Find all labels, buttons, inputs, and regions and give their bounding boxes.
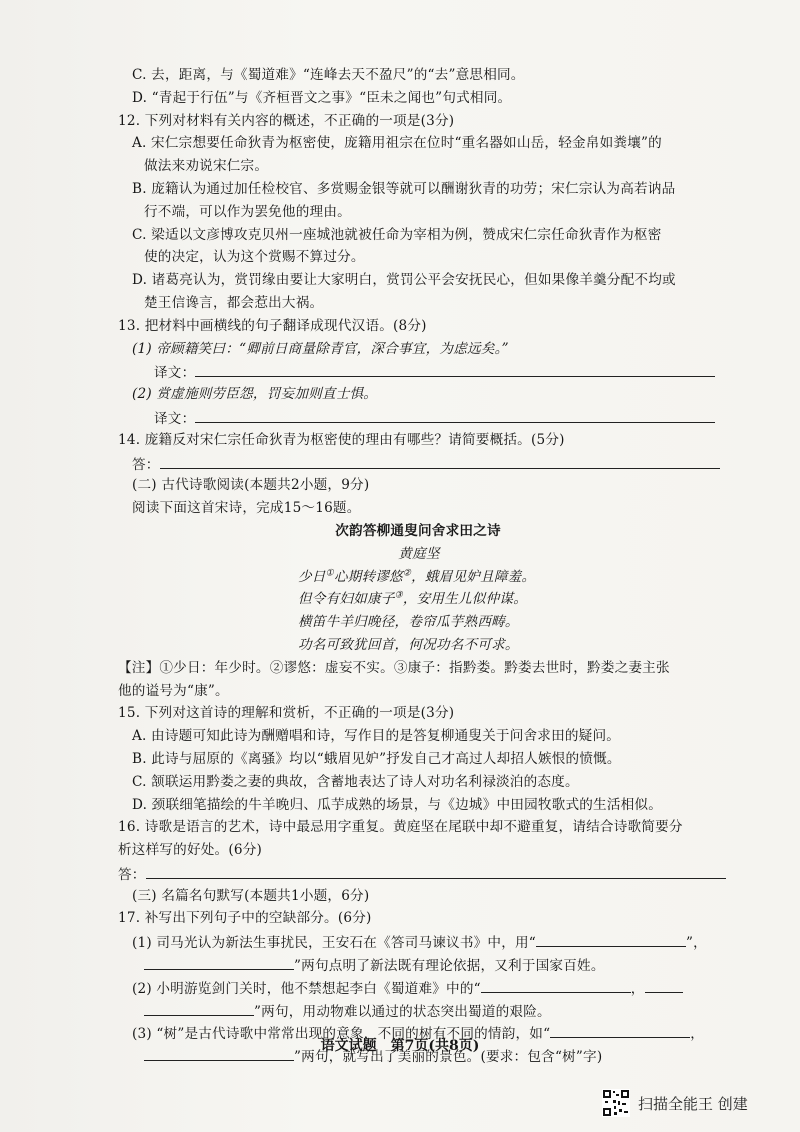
section-3-heading: (三) 名篇名句默写(本题共1小题，6分) [132, 887, 370, 904]
blank[interactable] [536, 930, 686, 947]
q12-option-c-cont: 使的决定，认为这个赏赐不算过分。 [144, 249, 365, 266]
q13-answer-2 [118, 406, 728, 429]
page-content [118, 64, 728, 1067]
blank[interactable] [645, 976, 683, 993]
blank[interactable] [481, 976, 631, 993]
answer-line[interactable] [195, 360, 715, 377]
q17-item-3: (3) “树”是古代诗歌中常常出现的意象，不同的树有不同的情韵，如“ ， [118, 1021, 728, 1044]
blank[interactable] [144, 999, 254, 1016]
answer-label: 答： [132, 456, 160, 473]
poem-notes-cont: 他的谥号为“康”。 [118, 682, 229, 699]
q12-option-b: B. 庞籍认为通过加任检校官、多赏赐金银等就可以酬谢狄青的功劳；宋仁宗认为高若讷品 [132, 180, 676, 197]
q13-sentence-1: (1) 帝顾籍笑曰：“卿前日商量除青官，深合事宜，为虑远矣。” [132, 340, 509, 357]
q13-stem: 13. 把材料中画横线的句子翻译成现代汉语。(8分) [118, 317, 427, 334]
watermark-text: 扫描全能王 创建 [638, 1094, 748, 1113]
q15-stem: 15. 下列对这首诗的理解和赏析，不正确的一项是(3分) [118, 705, 455, 722]
q12-option-a-cont: 做法来劝说宋仁宗。 [144, 158, 269, 175]
q11-option-c: C. 去，距离，与《蜀道难》“连峰去天不盈尺”的“去”意思相同。 [132, 67, 525, 83]
q17-item-1-cont: ”两句点明了新法既有理论依据，又利于国家百姓。 [118, 953, 728, 976]
poem-line-3: 横笛牛羊归晚径，卷帘瓜芋熟西畴。 [298, 614, 519, 631]
poem-line-4: 功名可致犹回首，何况功名不可求。 [298, 636, 519, 653]
q17-item-2: (2) 小明游览剑门关时，他不禁想起李白《蜀道难》中的“ ， [118, 976, 728, 999]
poem-author: 黄庭坚 [398, 545, 440, 562]
q16-stem: 16. 诗歌是语言的艺术，诗中最忌用字重复。黄庭坚在尾联中却不避重复，请结合诗歌简要分 [118, 819, 683, 836]
q17-item-3-cont: ”两句，就写出了美丽的景色。(要求：包含“树”字) [118, 1044, 728, 1067]
poem-line-1: 少日①心期转谬悠②，蛾眉见妒且障羞。 [298, 568, 536, 585]
q11-option-d: D. “青起于行伍”与《齐桓晋文之事》“臣未之闻也”句式相同。 [132, 89, 512, 106]
qr-code-icon [602, 1089, 630, 1117]
q16-stem-cont: 析这样写的好处。(6分) [118, 842, 262, 859]
q12-option-a: A. 宋仁宗想要任命狄青为枢密使，庞籍用祖宗在位时“重名器如山岳，轻金帛如粪壤”的 [132, 135, 662, 152]
q17-stem: 17. 补写出下列句子中的空缺部分。(6分) [118, 910, 372, 927]
answer-label: 译文： [154, 365, 196, 382]
blank[interactable] [144, 953, 294, 970]
poem-body [118, 566, 728, 657]
q15-option-c: C. 颔联运用黔娄之妻的典故，含蓄地表达了诗人对功名利禄淡泊的态度。 [132, 773, 579, 790]
scanner-watermark [602, 1088, 748, 1118]
q16-answer [118, 862, 728, 885]
q17-item-2-cont: ”两句，用动物难以通过的状态突出蜀道的艰险。 [118, 999, 728, 1022]
q14-answer [118, 452, 728, 475]
q12-option-b-cont: 行不端，可以作为罢免他的理由。 [144, 203, 351, 220]
q12-stem: 12. 下列对材料有关内容的概述，不正确的一项是(3分) [118, 112, 455, 129]
q17-item-1: (1) 司马光认为新法生事扰民，王安石在《答司马谏议书》中，用“ ”， [118, 930, 728, 953]
q15-option-a: A. 由诗题可知此诗为酬赠唱和诗，写作目的是答复柳通叟关于问舍求田的疑问。 [132, 728, 621, 745]
q15-option-d: D. 颈联细笔描绘的牛羊晚归、瓜芋成熟的场景，与《边城》中田园牧歌式的生活相似。 [132, 796, 663, 813]
answer-line[interactable] [146, 862, 726, 879]
poem-line-2: 但令有妇如康子③，安用生儿似仲谋。 [298, 590, 527, 608]
q13-sentence-2: (2) 赏虚施则劳臣怨，罚妄加则直士惧。 [132, 386, 378, 403]
q12-option-d-cont: 楚王信谗言，都会惹出大祸。 [144, 294, 324, 311]
answer-line[interactable] [160, 452, 720, 469]
q12-option-d: D. 诸葛亮认为，赏罚缘由要让大家明白，赏罚公平会安抚民心，但如果像羊羹分配不均或 [132, 272, 676, 289]
answer-line[interactable] [195, 406, 715, 423]
q13-answer-1 [118, 360, 728, 383]
q15-option-b: B. 此诗与屈原的《离骚》均以“蛾眉见妒”抒发自己才高过人却招人嫉恨的愤慨。 [132, 750, 621, 767]
section-2-heading: (二) 古代诗歌阅读(本题共2小题，9分) [132, 477, 370, 494]
poem-title: 次韵答柳通叟问舍求田之诗 [335, 522, 501, 539]
poem-instruction: 阅读下面这首宋诗，完成15～16题。 [132, 500, 361, 517]
q12-option-c: C. 梁适以文彦博攻克贝州一座城池就被任命为宰相为例，赞成宋仁宗任命狄青作为枢密 [132, 226, 662, 243]
answer-label: 译文： [154, 410, 196, 427]
q14-stem: 14. 庞籍反对宋仁宗任命狄青为枢密使的理由有哪些？请简要概括。(5分) [118, 431, 565, 448]
answer-label: 答： [118, 866, 146, 883]
poem-notes: 【注】①少日：年少时。②谬悠：虚妄不实。③康子：指黔娄。黔娄去世时，黔娄之妻主张 [118, 659, 670, 676]
page-footer: 语文试题 第7页(共8页) [320, 1038, 480, 1054]
